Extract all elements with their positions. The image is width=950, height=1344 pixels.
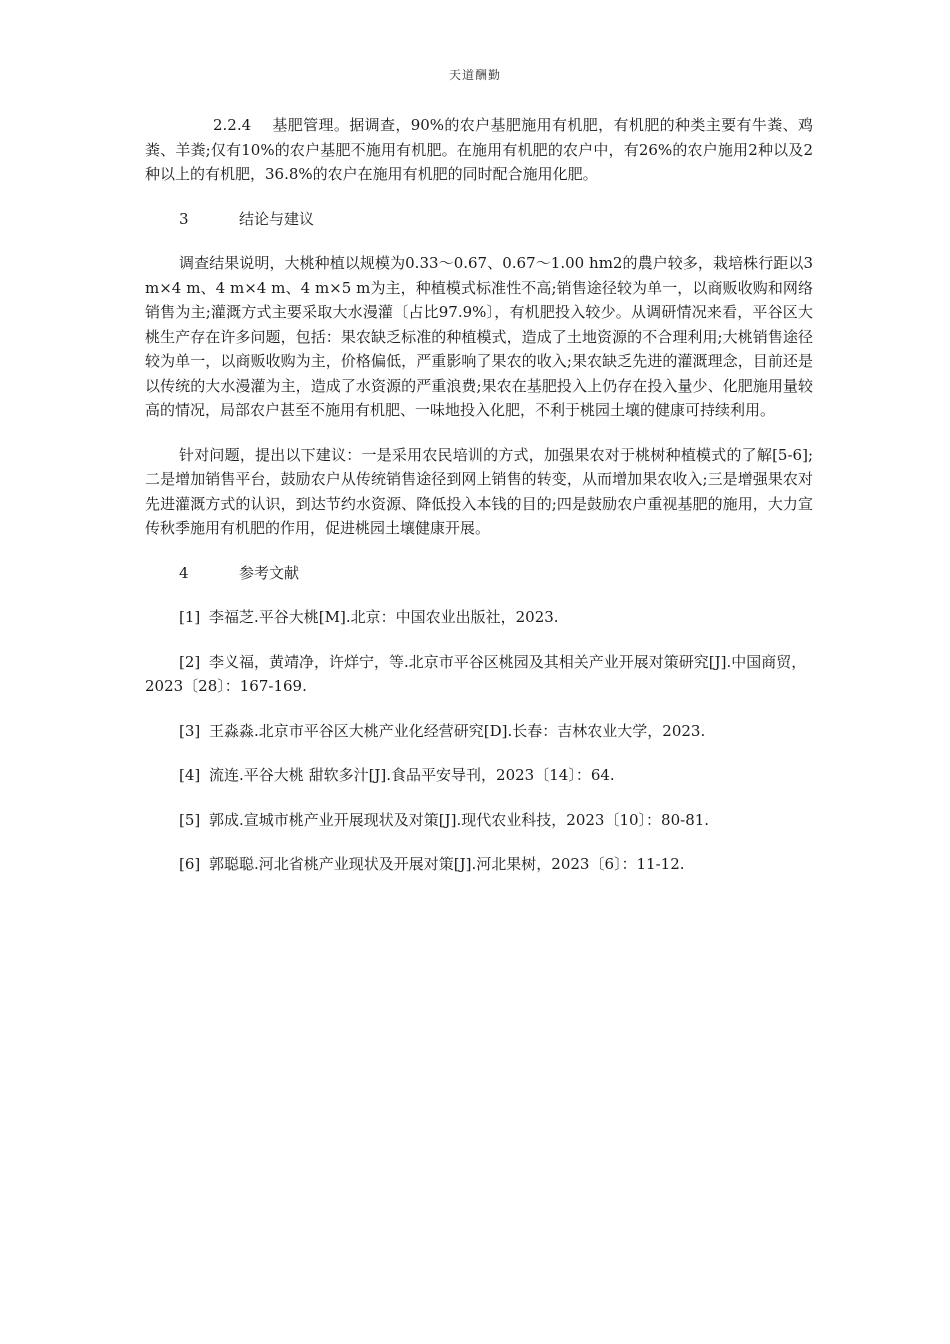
reference-text: 王淼淼.北京市平谷区大桃产业化经营研究[D].长春：吉林农业大学，2023. [209, 721, 706, 740]
reference-index: [6] [179, 855, 201, 873]
reference-item [145, 763, 813, 788]
reference-index: [5] [179, 810, 201, 829]
reference-item [145, 650, 813, 699]
reference-index: [3] [179, 721, 201, 740]
document-body [145, 113, 813, 897]
suggestion-paragraph: 针对问题，提出以下建议：一是采用农民培训的方式，加强果农对于桃树种植模式的了解[5-6];二是增加销售平台，鼓励农户从传统销售途径到网上销售的转变，从而增加果农收入;三是增强果农对先进灌溉方式的认识，到达节约水资源、降低投入本钱的目的;四是鼓励农户重视基肥的施用，大力宣传秋季施用有机肥的作用，促进桃园土壤健康开展。 [145, 445, 813, 537]
section-title: 结论与建议 [239, 209, 315, 228]
reference-text: 郭成.宣城市桃产业开展现状及对策[J].现代农业科技，2023〔10〕：80-81. [209, 810, 710, 829]
section-3-heading [145, 207, 813, 232]
section-2-2-4-paragraph [145, 113, 813, 187]
reference-text: 郭聪聪.河北省桃产业现状及开展对策[J].河北果树，2023〔6〕：11-12. [209, 855, 685, 873]
reference-index: [1] [179, 608, 201, 626]
section-4-heading [145, 561, 813, 586]
section-number: 3 [179, 209, 189, 228]
page-header: 天道酬勤 [448, 68, 501, 82]
reference-text: 李义福，黄靖净，许烊宁，等.北京市平谷区桃园及其相关产业开展对策研究[J].中国商贸，2023〔28〕：167-169. [145, 652, 807, 695]
section-number: 4 [179, 563, 189, 582]
reference-item [145, 605, 813, 630]
section-text: 基肥管理。据调查，90%的农户基肥施用有机肥，有机肥的种类主要有牛粪、鸡粪、羊粪;仅有10%的农户基肥不施用有机肥。在施用有机肥的农户中，有26%的农户施用2种以及2种以上的有机肥，36.8%的农户在施用有机肥的同时配合施用化肥。 [145, 116, 813, 183]
section-number: 2.2.4 [213, 116, 252, 134]
reference-text: 流连.平谷大桃 甜软多汁[J].食品平安导刊，2023〔14〕：64. [209, 766, 615, 784]
reference-item [145, 719, 813, 744]
reference-text: 李福芝.平谷大桃[M].北京：中国农业出版社，2023. [209, 608, 559, 626]
section-title: 参考文献 [239, 563, 300, 582]
reference-item [145, 852, 813, 877]
reference-index: [4] [179, 766, 201, 784]
reference-item [145, 808, 813, 833]
conclusion-paragraph: 调查结果说明，大桃种植以规模为0.33～0.67、0.67～1.00 hm2的農户较多，栽培株行距以3 m×4 m、4 m×4 m、4 m×5 m为主，种植模式标准性不高;销售途径较为单一，以商贩收购和网络销售为主;灌溉方式主要采取大水漫灌〔占比97.9%〕，有机肥投入较少。从调研情况来看，平谷区大桃生产存在许多问题，包括：果农缺乏标准的种植模式，造成了土地资源的不合理利用;大桃销售途径较为单一，以商贩收购为主，价格偏低，严重影响了果农的收入;果农缺乏先进的灌溉理念，目前还是以传统的大水漫灌为主，造成了水资源的严重浪费;果农在基肥投入上仍存在投入量少、化肥施用量较高的情况，局部农户甚至不施用有机肥、一味地投入化肥，不利于桃园土壤的健康可持续利用。 [145, 254, 813, 419]
reference-index: [2] [179, 652, 201, 671]
